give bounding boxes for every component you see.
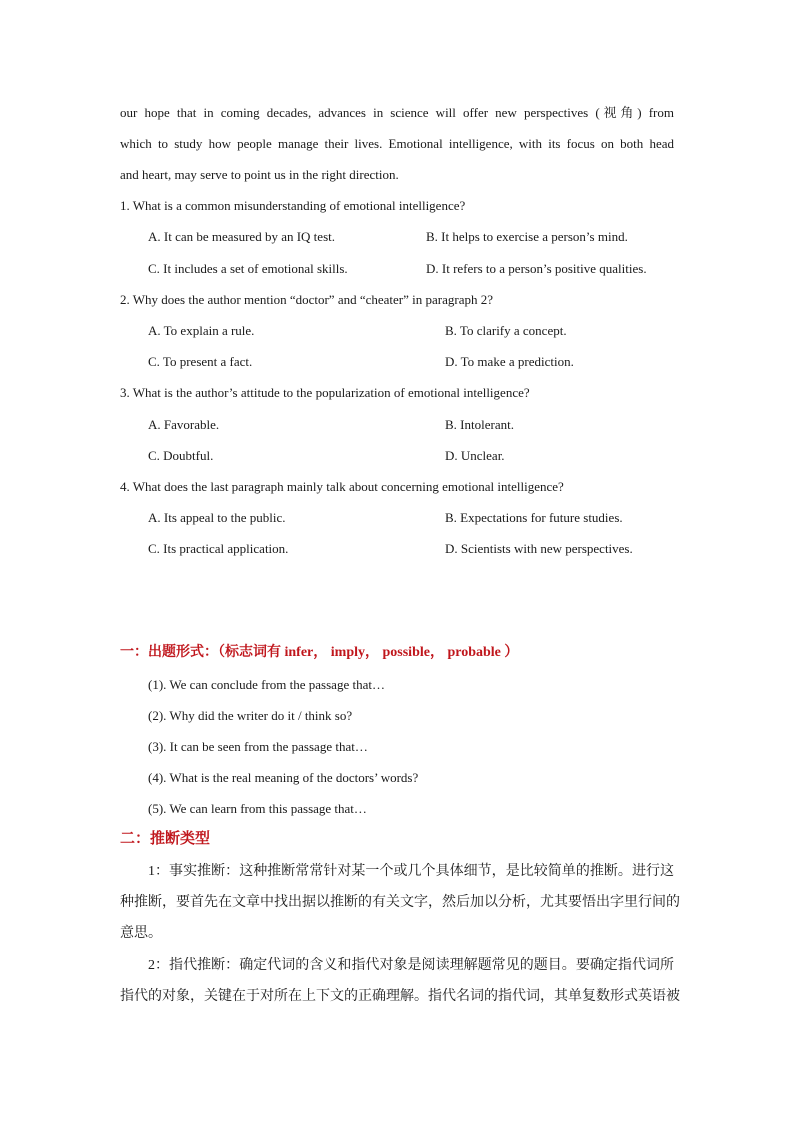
passage-line: our hope that in coming decades, advances in science will offer new perspectives (视角) from <box>120 105 674 120</box>
list-item: (2). Why did the writer do it / think so? <box>148 708 353 723</box>
body-line: 意思。 <box>120 926 162 941</box>
list-item: (5). We can learn from this passage that… <box>148 801 367 816</box>
option-a: A. Its appeal to the public. <box>148 510 286 525</box>
option-a: A. It can be measured by an IQ test. <box>148 229 335 244</box>
option-b: B. It helps to exercise a person’s mind. <box>426 229 628 244</box>
question-stem: 2. Why does the author mention “doctor” and “cheater” in paragraph 2? <box>120 292 493 307</box>
option-c: C. Its practical application. <box>148 541 289 556</box>
list-item: (3). It can be seen from the passage that… <box>148 739 368 754</box>
question-stem: 4. What does the last paragraph mainly talk about concerning emotional intelligence? <box>120 479 564 494</box>
passage-line: which to study how people manage their lives. Emotional intelligence, with its focus on both head <box>120 136 674 151</box>
option-c: C. It includes a set of emotional skills. <box>148 261 348 276</box>
list-item: (4). What is the real meaning of the doctors’ words? <box>148 770 419 785</box>
section-heading-question-forms: 一：出题形式：（标志词有 infer， imply， possible， probable ） <box>120 645 519 660</box>
option-d: D. To make a prediction. <box>445 354 574 369</box>
passage-line: and heart, may serve to point us in the right direction. <box>120 167 399 182</box>
option-d: D. It refers to a person’s positive qualities. <box>426 261 647 276</box>
option-b: B. Intolerant. <box>445 417 514 432</box>
list-item: (1). We can conclude from the passage that… <box>148 677 385 692</box>
option-c: C. To present a fact. <box>148 354 253 369</box>
option-d: D. Scientists with new perspectives. <box>445 541 633 556</box>
question-stem: 3. What is the author’s attitude to the popularization of emotional intelligence? <box>120 385 530 400</box>
section-heading-inference-types: 二：推断类型 <box>120 831 211 847</box>
question-stem: 1. What is a common misunderstanding of emotional intelligence? <box>120 198 466 213</box>
body-line: 2：指代推断：确定代词的含义和指代对象是阅读理解题常见的题目。要确定指代词所 <box>148 958 674 973</box>
option-c: C. Doubtful. <box>148 448 214 463</box>
option-d: D. Unclear. <box>445 448 505 463</box>
body-line: 1：事实推断：这种推断常常针对某一个或几个具体细节，是比较简单的推断。进行这 <box>148 864 674 879</box>
option-a: A. Favorable. <box>148 417 220 432</box>
option-b: B. Expectations for future studies. <box>445 510 623 525</box>
option-b: B. To clarify a concept. <box>445 323 567 338</box>
option-a: A. To explain a rule. <box>148 323 255 338</box>
body-line: 种推断，要首先在文章中找出据以推断的有关文字，然后加以分析，尤其要悟出字里行间的 <box>120 895 680 910</box>
body-line: 指代的对象，关键在于对所在上下文的正确理解。指代名词的指代词，其单复数形式英语被 <box>120 989 680 1004</box>
